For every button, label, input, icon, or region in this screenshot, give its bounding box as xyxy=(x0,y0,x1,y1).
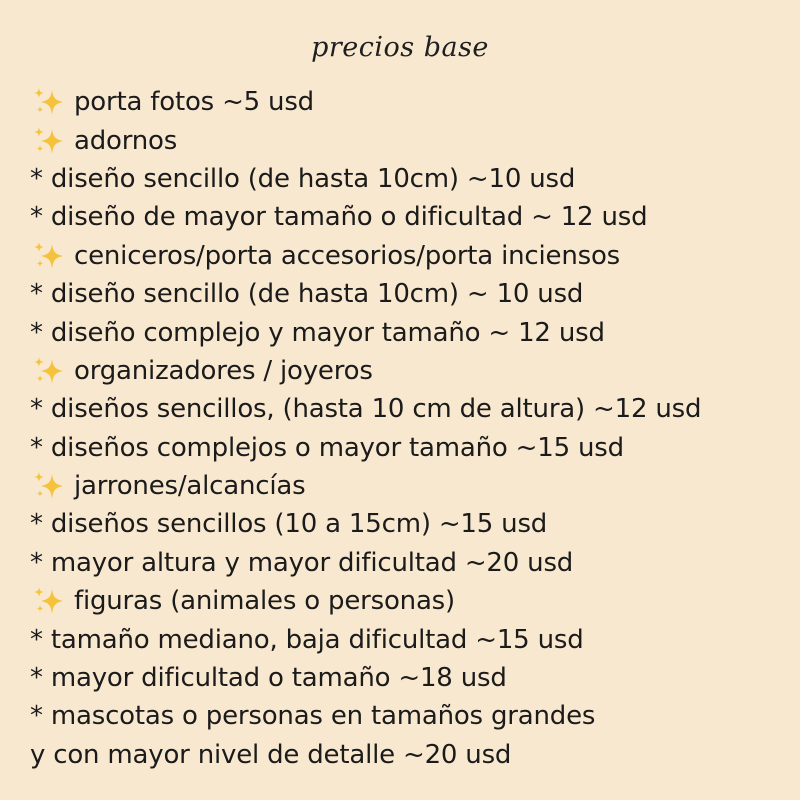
list-item-text: * mayor altura y mayor dificultad ~20 usd xyxy=(30,547,574,578)
list-item-text: * diseño sencillo (de hasta 10cm) ~ 10 usd xyxy=(30,279,584,310)
list-item-text: figuras (animales o personas) xyxy=(74,586,455,617)
list-item xyxy=(30,275,790,313)
list-item xyxy=(30,83,790,121)
list-item xyxy=(30,160,790,198)
list-item xyxy=(30,390,790,428)
list-item xyxy=(30,582,790,620)
list-item-text: porta fotos ~5 usd xyxy=(74,87,314,118)
list-item xyxy=(30,620,790,658)
list-item-text: * diseños sencillos, (hasta 10 cm de altura) ~12 usd xyxy=(30,394,702,425)
sparkles-icon xyxy=(30,240,74,272)
list-item-text: * tamaño mediano, baja dificultad ~15 usd xyxy=(30,624,584,655)
sparkles-icon xyxy=(30,86,74,118)
list-item xyxy=(30,505,790,543)
list-item xyxy=(30,313,790,351)
list-item xyxy=(30,467,790,505)
list-item-text: y con mayor nivel de detalle ~20 usd xyxy=(30,739,512,770)
sparkles-icon xyxy=(30,585,74,617)
sparkles-icon xyxy=(30,125,74,157)
list-item xyxy=(30,544,790,582)
list-item xyxy=(30,429,790,467)
list-item xyxy=(30,198,790,236)
list-item xyxy=(30,121,790,159)
list-item xyxy=(30,659,790,697)
list-item xyxy=(30,736,790,774)
list-item-text: * diseño complejo y mayor tamaño ~ 12 usd xyxy=(30,317,605,348)
page-title: precios base xyxy=(311,32,489,63)
list-item-text: * diseño sencillo (de hasta 10cm) ~10 usd xyxy=(30,163,576,194)
list-item-text: * diseños complejos o mayor tamaño ~15 usd xyxy=(30,432,624,463)
list-item-text: * diseños sencillos (10 a 15cm) ~15 usd xyxy=(30,509,548,540)
list-item-text: * diseño de mayor tamaño o dificultad ~ 12 usd xyxy=(30,202,648,233)
list-item-text: adornos xyxy=(74,125,178,156)
list-item xyxy=(30,697,790,735)
list-item xyxy=(30,352,790,390)
sparkles-icon xyxy=(30,355,74,387)
list-item xyxy=(30,237,790,275)
list-item-text: * mayor dificultad o tamaño ~18 usd xyxy=(30,663,507,694)
list-item-text: ceniceros/porta accesorios/porta inciensos xyxy=(74,240,620,271)
price-list xyxy=(30,83,790,774)
sparkles-icon xyxy=(30,470,74,502)
list-item-text: organizadores / joyeros xyxy=(74,355,373,386)
list-item-text: jarrones/alcancías xyxy=(74,471,306,502)
list-item-text: * mascotas o personas en tamaños grandes xyxy=(30,701,596,732)
